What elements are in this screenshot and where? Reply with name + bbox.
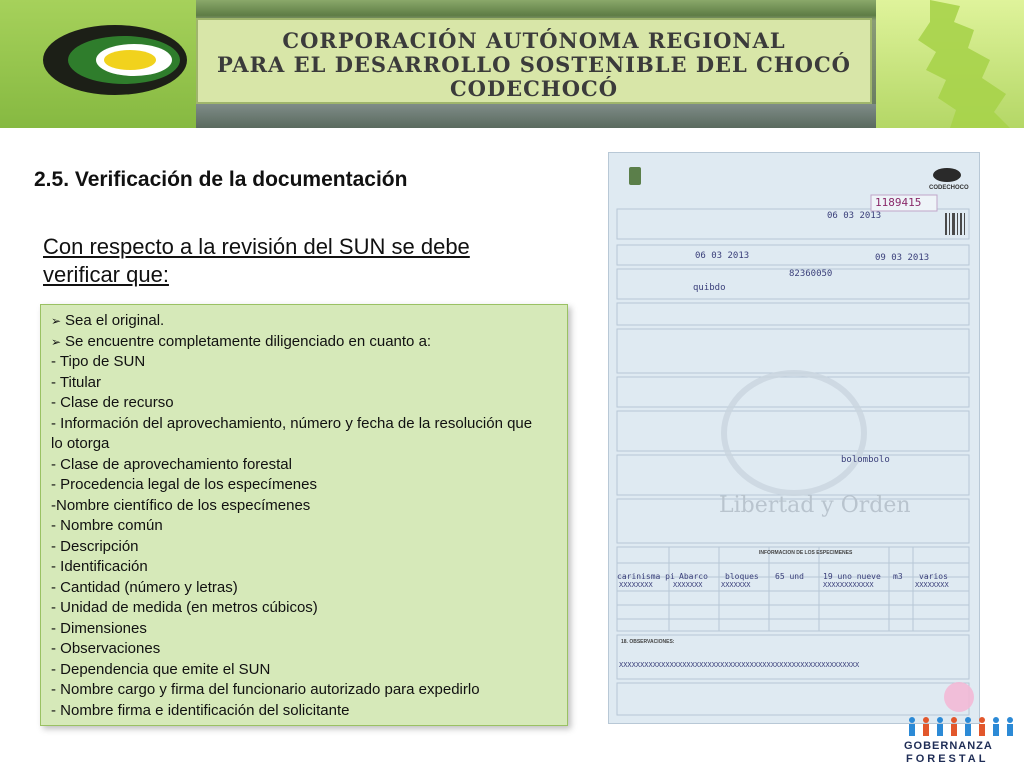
sun-form-drawing [609,153,979,723]
intro-line-2: verificar que: [43,262,169,287]
codechoco-small-logo-icon [933,168,961,182]
barcode-icon [945,213,965,235]
colombia-shield-icon [629,167,641,185]
sun-row-value: m3 [893,572,903,581]
people-icon [906,716,1018,738]
codechoco-logo-icon [42,24,188,96]
sun-watermark: Libertad y Orden [719,493,911,518]
checklist-item: - Dependencia que emite el SUN [51,660,271,678]
sun-form-image [608,152,980,724]
sun-row-value: carinisma pi [617,572,675,581]
svg-text:XXXXXXXXXXXX: XXXXXXXXXXXX [823,581,874,589]
svg-text:XXXXXXXX: XXXXXXXX [619,581,653,589]
sun-date-3: 09 03 2013 [875,253,930,263]
checklist-item: - Tipo de SUN [51,353,146,370]
checklist-item: - Información del aprovechamiento, número y fecha de la resolución que [51,414,533,432]
footer-logo-line-2: FORESTAL [906,753,989,765]
sun-city: quibdo [693,283,726,293]
checklist-item: - Procedencia legal de los especímenes [51,476,317,493]
checklist-item: - Cantidad (número y letras) [51,578,238,596]
sun-logo-label: CODECHOCO [929,185,969,191]
gobernanza-forestal-logo [900,716,1024,768]
title-line-1: CORPORACIÓN AUTÓNOMA REGIONAL [282,28,786,53]
checklist-item: - Unidad de medida (en metros cúbicos) [51,599,318,616]
sun-date-2: 06 03 2013 [695,251,750,261]
sun-observations-label: 18. OBSERVACIONES: [621,639,675,645]
sun-nit: 82360050 [789,269,833,279]
bullet-text: Sea el original. [65,312,165,329]
banner-river [196,104,876,128]
sun-row-value: 65 und [775,572,804,581]
checklist-item: - Identificación [51,558,148,575]
sun-serial-number: 1189415 [875,196,922,209]
checklist-bullet [51,332,557,353]
svg-text:XXXXXXX: XXXXXXX [673,581,703,589]
checklist-item: - Nombre cargo y firma del funcionario autorizado para expedirlo [51,681,480,698]
checklist-item: - Dimensiones [51,619,147,637]
checklist-item: - Descripción [51,537,139,555]
checklist-item: lo otorga [51,435,110,452]
svg-text:XXXXXXX: XXXXXXX [721,581,751,589]
checklist-item: - Nombre firma e identificación del solicitante [51,701,350,719]
checklist-item: - Clase de aprovechamiento forestal [51,455,292,473]
arrow-bullet-icon: ➢ [51,314,62,328]
sun-date-1: 06 03 2013 [827,211,882,221]
svg-text:XXXXXXXXXXXXXXXXXXXXXXXXXXXXXX: XXXXXXXXXXXXXXXXXXXXXXXXXXXXXXXXXXXXXXXXXXXXXXXXXXXXXXXXX [619,661,860,669]
checklist-item: - Observaciones [51,640,161,657]
header-banner [0,0,1024,128]
title-line-2: PARA EL DESARROLLO SOSTENIBLE DEL CHOCÓ [217,52,851,77]
sun-place: bolombolo [841,455,890,465]
checklist-box [40,304,568,726]
arrow-bullet-icon: ➢ [51,334,62,349]
organization-title-box [196,18,872,104]
sun-row-value: Abarco [679,572,708,581]
sun-table-header: INFORMACION DE LOS ESPECIMENES [759,550,853,556]
pink-stamp-icon [944,682,974,712]
intro-line-1: Con respecto a la revisión del SUN se debe [43,234,470,259]
checklist-item: - Clase de recurso [51,394,174,411]
sun-row-value: bloques [725,572,759,581]
checklist-item: - Nombre común [51,517,163,534]
choco-map-icon [890,0,1024,128]
checklist-item: -Nombre científico de los especímenes [51,496,311,514]
section-title: 2.5. Verificación de la documentación [34,168,408,191]
intro-text [43,233,503,289]
title-line-3: CODECHOCÓ [449,76,619,101]
checklist-item: - Titular [51,373,102,391]
svg-text:XXXXXXXX: XXXXXXXX [915,581,949,589]
footer-logo-line-1: GOBERNANZA [904,740,993,752]
checklist-bullet [51,311,557,332]
bullet-text: Se encuentre completamente diligenciado en cuanto a: [65,332,432,350]
sun-row-value: varios [919,572,948,581]
sun-row-value: 19 uno nueve [823,572,881,581]
